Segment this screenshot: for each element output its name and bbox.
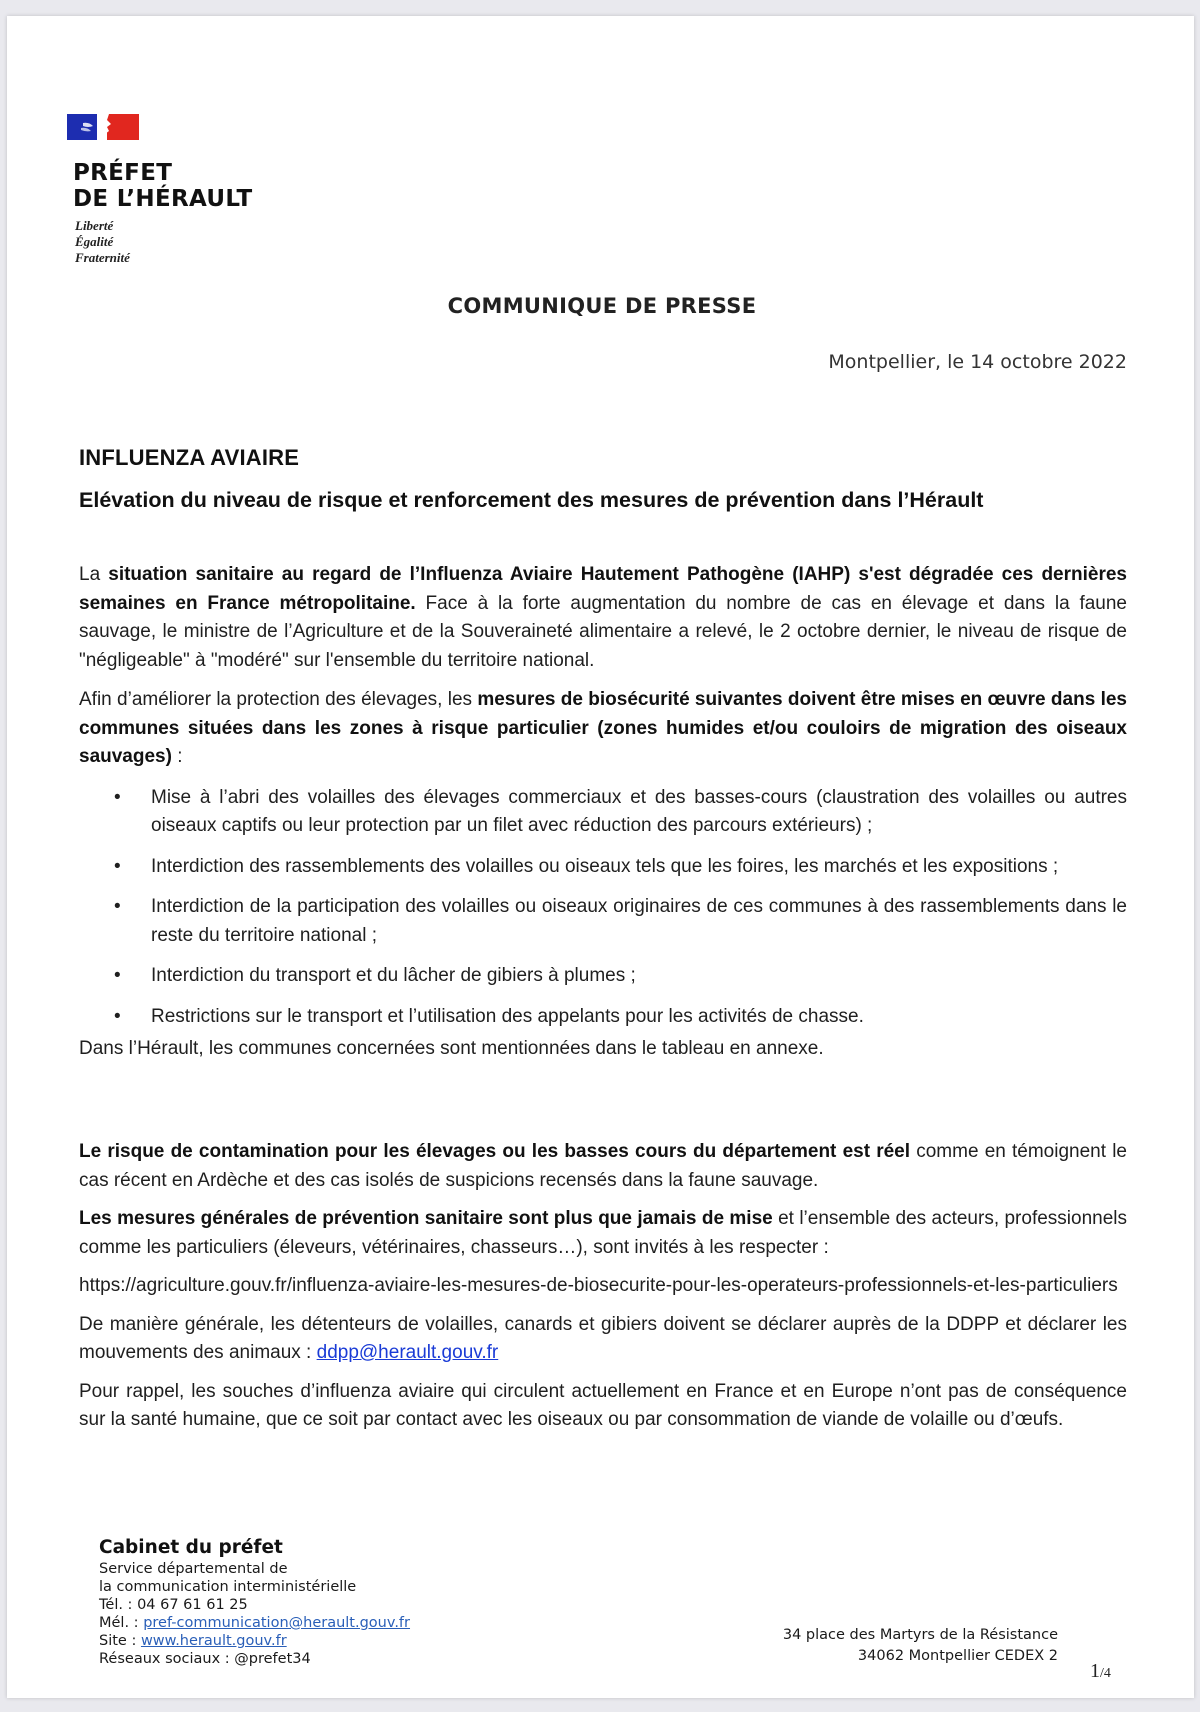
site-link[interactable]: www.herault.gouv.fr xyxy=(140,1633,287,1649)
list-item: • Restrictions sur le transport et l’utilisation des appelants pour les activités de chasse. xyxy=(79,1003,1127,1032)
p5-rest: et l’ensemble des acteurs, professionnels comme les particuliers (éleveurs, vétérinaires, chasseurs…), sont invités à les respecter : xyxy=(79,1208,1127,1258)
footer-cabinet: Cabinet du préfet xyxy=(99,1537,283,1558)
p1-rest: Face à la forte augmentation du nombre de cas en élevage et dans la faune sauvage, le ministre de l’Agriculture et de la Souveraineté alimentaire a relevé, le 2 octobre dernier, le niveau de risque de "négligeable" à "modéré" sur l'ensemble du territoire national. xyxy=(79,592,1127,671)
document-type xyxy=(0,294,1200,318)
p5-bold: Les mesures générales de prévention sanitaire sont plus que jamais de mise xyxy=(79,1208,773,1229)
address-line-2: 34062 Montpellier CEDEX 2 xyxy=(857,1648,1058,1664)
motto-fraternite: Fraternité xyxy=(75,250,130,265)
prefecture-name xyxy=(73,160,253,212)
footer-social xyxy=(99,1650,410,1668)
paragraph-annex: Dans l’Hérault, les communes concernées sont mentionnées dans le tableau en annexe. xyxy=(79,1038,824,1059)
motto-liberte: Liberté xyxy=(75,218,114,233)
list-item: • Interdiction des rassemblements des volailles ou oiseaux tels que les foires, les marchés et les expositions ; xyxy=(79,853,1127,882)
mel-link[interactable]: pref-communication@herault.gouv.fr xyxy=(143,1615,411,1631)
footer-site xyxy=(99,1632,410,1650)
marianne-logo-icon xyxy=(67,114,139,140)
list-item: • Mise à l’abri des volailles des élevages commerciaux et des basses-cours (claustration des volailles ou autres oiseaux captifs ou leur protection par un filet avec réduction des parcours extérieurs) ; xyxy=(79,784,1127,841)
footer-mel xyxy=(99,1614,410,1632)
page-subtitle: Elévation du niveau de risque et renforcement des mesures de prévention dans l’Hérault xyxy=(79,488,984,512)
p2-lead: Afin d’améliorer la protection des élevages, les xyxy=(79,689,478,710)
list-item: • Interdiction de la participation des volailles ou oiseaux originaires de ces communes à des rassemblements dans le reste du territoire national ; xyxy=(79,893,1127,950)
list-item: • Interdiction du transport et du lâcher de gibiers à plumes ; xyxy=(79,962,1127,991)
ddpp-email-link[interactable]: ddpp@herault.gouv.fr xyxy=(316,1342,499,1363)
tel-label: Tél. : xyxy=(99,1597,138,1613)
page-total: /4 xyxy=(1100,1666,1111,1681)
footer-service-2: la communication interministérielle xyxy=(99,1579,357,1595)
footer-tel xyxy=(99,1596,410,1614)
mel-label: Mél. : xyxy=(99,1615,144,1631)
p1-lead: La xyxy=(79,564,109,585)
p4-rest: comme en témoignent le cas récent en Ardèche et des cas isolés de suspicions recensés dans la faune sauvage. xyxy=(79,1141,1127,1191)
address-line-1: 34 place des Martyrs de la Résistance xyxy=(782,1627,1058,1643)
p7-text: De manière générale, les détenteurs de volailles, canards et gibiers doivent se déclarer auprès de la DDPP et déclarer les mouvements des animaux : xyxy=(79,1313,1127,1363)
document-type-label: COMMUNIQUE DE PRESSE xyxy=(447,294,757,318)
republic-motto xyxy=(75,218,130,266)
p2-bold: mesures de biosécurité suivantes doivent être mises en œuvre dans les communes situées dans les zones à risque particulier (zones humides et/ou couloirs de migration des oiseaux sauvages) xyxy=(79,689,1127,767)
paragraph-reminder: Pour rappel, les souches d’influenza aviaire qui circulent actuellement en France et en Europe n’ont pas de conséquence sur la santé humaine, que ce soit par contact avec les oiseaux ou par consommation de viande de volaille ou d’œufs. xyxy=(79,1380,1127,1430)
p4-bold: Le risque de contamination pour les élevages ou les basses cours du département est réel xyxy=(79,1141,911,1162)
footer-service-1: Service départemental de xyxy=(99,1561,288,1577)
page-title: INFLUENZA AVIAIRE xyxy=(79,445,300,470)
p2-rest: : xyxy=(171,746,183,767)
tel-value: 04 67 61 61 25 xyxy=(137,1597,248,1613)
site-label: Site : xyxy=(99,1633,141,1649)
social-handle: @prefet34 xyxy=(234,1651,311,1667)
social-label: Réseaux sociaux : xyxy=(99,1651,235,1667)
footer-contact xyxy=(99,1536,410,1668)
p1-bold: situation sanitaire au regard de l’Influenza Aviaire Hautement Pathogène (IAHP) s'est dégradée ces dernières semaines en France métropolitaine. xyxy=(79,564,1127,614)
dateline: Montpellier, le 14 octobre 2022 xyxy=(828,351,1127,373)
paragraph-risk xyxy=(79,1138,1127,1435)
page-number xyxy=(1090,1660,1111,1683)
footer-address xyxy=(783,1625,1058,1667)
agriculture-url[interactable]: https://agriculture.gouv.fr/influenza-aviaire-les-mesures-de-biosecurite-pour-les-operateurs-professionnels-et-les-particuliers xyxy=(79,1275,1118,1296)
paragraph-situation xyxy=(79,561,1127,675)
measures-list xyxy=(79,784,1127,1032)
page-current: 1 xyxy=(1090,1660,1100,1682)
prefet-line-2: DE L’HÉRAULT xyxy=(73,186,253,212)
prefet-line-1: PRÉFET xyxy=(73,160,173,186)
paragraph-biosecurity xyxy=(79,686,1127,1064)
motto-egalite: Égalité xyxy=(75,234,114,249)
